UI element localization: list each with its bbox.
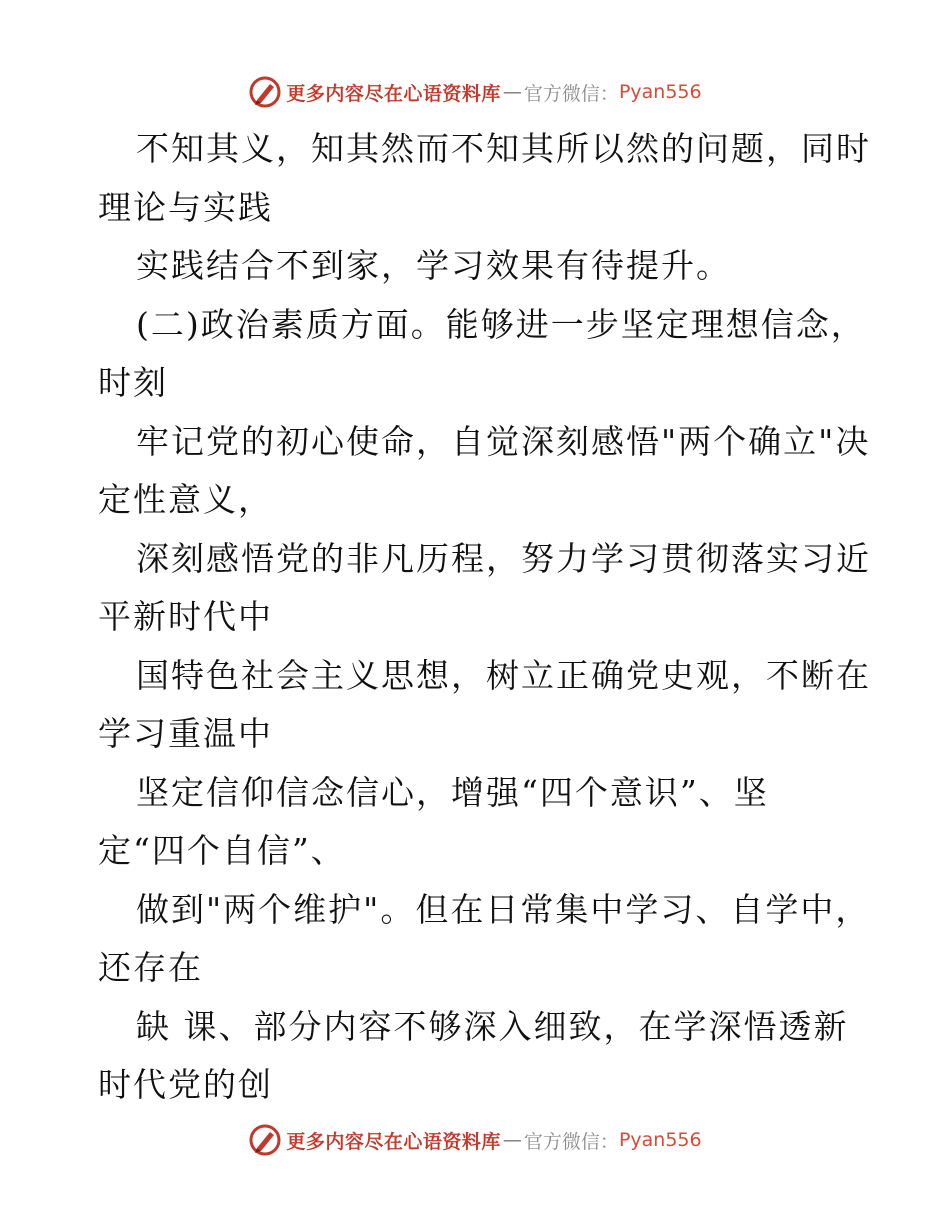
body-line: 国特色社会主义思想，树立正确党史观，不断在 (136, 655, 871, 695)
pen-circle-logo-icon (248, 75, 282, 109)
header-brand-text: 更多内容尽在心语资料库 (286, 82, 501, 105)
body-line: 平新时代中 (98, 597, 273, 636)
footer-wechat-id: Pyan556 (618, 1129, 702, 1151)
body-line: 牢记党的初心使命，自觉深刻感悟"两个确立"决 (136, 421, 871, 461)
footer-banner (0, 1120, 950, 1160)
body-line: 时代党的创 (98, 1065, 273, 1104)
body-line: 坚定信仰信念信心，增强“四个意识”、坚 (136, 772, 769, 812)
header-banner (0, 72, 950, 112)
body-line: 不知其义，知其然而不知其所以然的问题，同时 (136, 129, 871, 168)
header-wechat-id: Pyan556 (618, 81, 702, 103)
footer-brand-text: 更多内容尽在心语资料库 (286, 1130, 501, 1153)
body-line: 实践结合不到家，学习效果有待提升。 (136, 246, 731, 285)
body-line: 理论与实践 (98, 187, 273, 227)
body-line: 深刻感悟党的非凡历程，努力学习贯彻落实习近 (136, 538, 871, 578)
body-line: (二)政治素质方面。能够进一步坚定理想信念， (136, 304, 866, 344)
body-line: 定“四个自信”、 (98, 831, 346, 870)
header-separator: — (502, 81, 522, 103)
body-line: 定性意义， (98, 480, 273, 519)
body-line: 缺 课、部分内容不够深入细致，在学深悟透新 (136, 1006, 849, 1046)
body-line: 学习重温中 (98, 714, 273, 753)
footer-separator: — (502, 1129, 522, 1151)
footer-wechat-label: 官方微信： (523, 1130, 619, 1153)
body-line: 还存在 (98, 948, 203, 987)
document-body (98, 120, 871, 1115)
body-line: 时刻 (98, 363, 168, 402)
body-line: 做到"两个维护"。但在日常集中学习、自学中， (136, 889, 871, 929)
pen-circle-logo-icon (248, 1123, 282, 1157)
header-wechat-label: 官方微信： (523, 82, 619, 105)
